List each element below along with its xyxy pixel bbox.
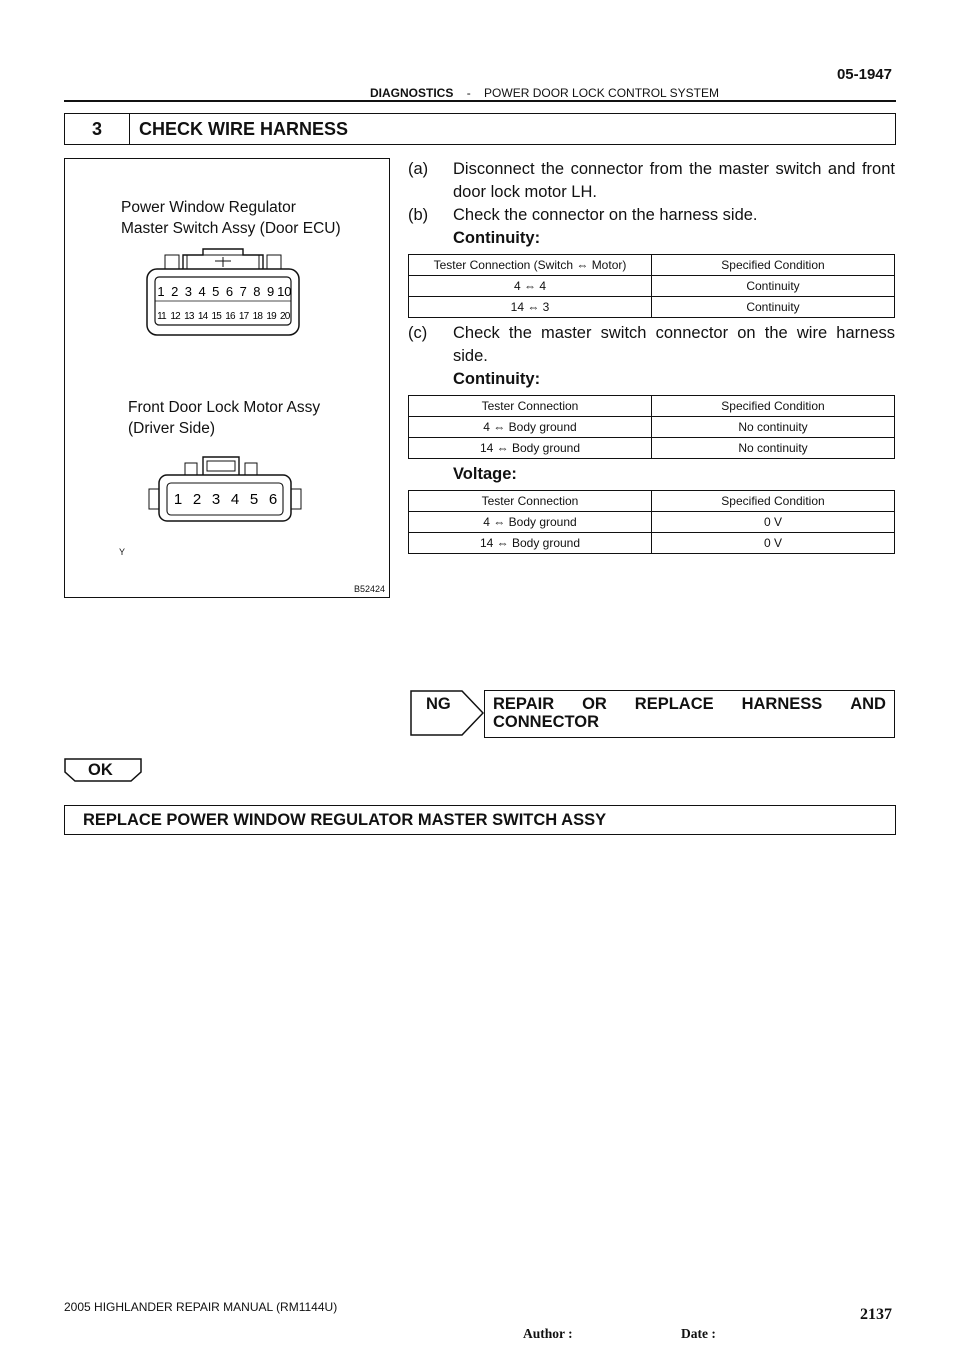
connector-pin-label: 2 (171, 284, 179, 299)
connector-pin-label: 12 (170, 311, 180, 322)
wire-color-code: Y (119, 547, 126, 557)
connector-pin-label: 17 (238, 311, 249, 322)
connector-pin-label: 15 (211, 311, 222, 322)
master-switch-label-line2: Master Switch Assy (Door ECU) (121, 220, 341, 237)
table-cell: 4 ⇔ 4 (409, 276, 652, 297)
master-switch-label-line1: Power Window Regulator (121, 199, 296, 216)
table-header-row (409, 396, 895, 417)
connector-pin-label: 4 (230, 491, 240, 508)
continuity-heading-1: Continuity: (453, 229, 541, 247)
continuity-table-2 (408, 395, 895, 459)
step-title: CHECK WIRE HARNESS (139, 119, 349, 139)
connector-pin-label: 8 (253, 284, 261, 299)
instruction-c-letter: (c) (408, 324, 428, 342)
table-row (409, 297, 895, 318)
connector-pin-label: 20 (280, 311, 290, 322)
ng-label: NG (426, 695, 451, 713)
connector-pin-label: 16 (225, 311, 235, 322)
instruction-a-letter: (a) (408, 160, 429, 178)
door-lock-motor-label-line1: Front Door Lock Motor Assy (128, 399, 321, 416)
ng-result-word: REPAIR (493, 695, 555, 713)
table-header-cell: Tester Connection (409, 396, 652, 417)
table-header-cell: Specified Condition (652, 255, 895, 276)
table-cell: 14 ⇔ 3 (409, 297, 652, 318)
connector-pin-label: 18 (252, 311, 263, 322)
table-cell: 0 V (652, 512, 895, 533)
instruction-a-text: Disconnect the connector from the master switch and front door lock motor LH. (453, 160, 895, 201)
voltage-heading: Voltage: (453, 465, 517, 483)
date-label: Date : (681, 1326, 716, 1341)
table-header-cell: Tester Connection (Switch ⇔ Motor) (409, 255, 652, 276)
section-title: DIAGNOSTICS (370, 86, 454, 100)
ng-result-word: AND (850, 695, 886, 713)
table-header-cell: Specified Condition (652, 491, 895, 512)
connector-pin-label: 7 (239, 284, 247, 299)
table-row (409, 533, 895, 554)
continuity-heading-2: Continuity: (453, 370, 541, 388)
table-cell: 4 ⇔ Body ground (409, 417, 652, 438)
connector-pin-label: 5 (212, 284, 220, 299)
page-number: 2137 (860, 1306, 892, 1323)
table-cell: 0 V (652, 533, 895, 554)
voltage-table (408, 490, 895, 554)
section-header (370, 86, 719, 100)
ng-result-box (484, 690, 895, 738)
instruction-b (408, 204, 896, 227)
header-rule (64, 100, 896, 102)
page-code: 05-1947 (836, 66, 892, 83)
table-header-row (409, 491, 895, 512)
ng-result-word: REPLACE (634, 695, 714, 713)
manual-title: 2005 HIGHLANDER REPAIR MANUAL (RM1144U) (64, 1300, 338, 1314)
table-row (409, 512, 895, 533)
table-cell: 14 ⇔ Body ground (409, 533, 652, 554)
instruction-b-text: Check the connector on the harness side. (453, 206, 758, 224)
door-lock-motor-label (128, 397, 320, 439)
door-lock-motor-connector-diagram (145, 451, 305, 529)
connector-pin-label: 2 (192, 491, 202, 508)
table-cell: No continuity (652, 438, 895, 459)
table-cell: 4 ⇔ Body ground (409, 512, 652, 533)
step-number: 3 (65, 114, 130, 144)
ng-result-line1 (493, 695, 886, 714)
table-cell: 14 ⇔ Body ground (409, 438, 652, 459)
ok-label: OK (88, 761, 113, 779)
master-switch-label (121, 197, 341, 239)
table-cell: Continuity (652, 276, 895, 297)
connector-pin-label: 6 (225, 284, 234, 299)
step-box (64, 113, 896, 145)
connector-pin-label: 13 (184, 311, 194, 322)
ok-result-text: REPLACE POWER WINDOW REGULATOR MASTER SWITCH ASSY (83, 811, 607, 829)
ng-result-word: OR (582, 695, 607, 713)
connector-pin-label: 1 (157, 284, 165, 299)
connector-pin-label: 5 (249, 491, 259, 508)
connector-pin-label: 14 (197, 311, 208, 322)
connector-pin-label: 10 (277, 284, 292, 299)
connector-pin-label: 6 (268, 491, 278, 508)
ok-result-box (64, 805, 896, 835)
master-switch-connector-diagram (143, 245, 303, 341)
connector-figure (64, 158, 390, 598)
connector-pin-label: 3 (184, 284, 193, 299)
connector-pin-label: 3 (211, 491, 221, 508)
connector-pin-label: 11 (157, 311, 166, 322)
subsection-title: POWER DOOR LOCK CONTROL SYSTEM (484, 86, 719, 100)
table-header-cell: Specified Condition (652, 396, 895, 417)
instruction-a (408, 158, 896, 204)
instruction-c-text: Check the master switch connector on the wire harness side. (453, 324, 895, 365)
author-label: Author : (523, 1326, 573, 1341)
table-cell: No continuity (652, 417, 895, 438)
table-header-row (409, 255, 895, 276)
connector-pin-label: 4 (198, 284, 206, 299)
instruction-c (408, 322, 896, 368)
connector-pin-label: 19 (266, 311, 276, 322)
table-header-cell: Tester Connection (409, 491, 652, 512)
ng-result-line2: CONNECTOR (493, 713, 600, 731)
table-cell: Continuity (652, 297, 895, 318)
figure-code: B52424 (353, 584, 385, 594)
ng-result-word: HARNESS (741, 695, 823, 713)
door-lock-motor-label-line2: (Driver Side) (128, 420, 215, 437)
continuity-table-1 (408, 254, 895, 318)
table-row (409, 276, 895, 297)
connector-pin-label: 1 (173, 491, 183, 508)
table-row (409, 438, 895, 459)
instruction-b-letter: (b) (408, 206, 429, 224)
connector-pin-label: 9 (266, 284, 275, 299)
table-row (409, 417, 895, 438)
header-separator: - (466, 86, 471, 100)
